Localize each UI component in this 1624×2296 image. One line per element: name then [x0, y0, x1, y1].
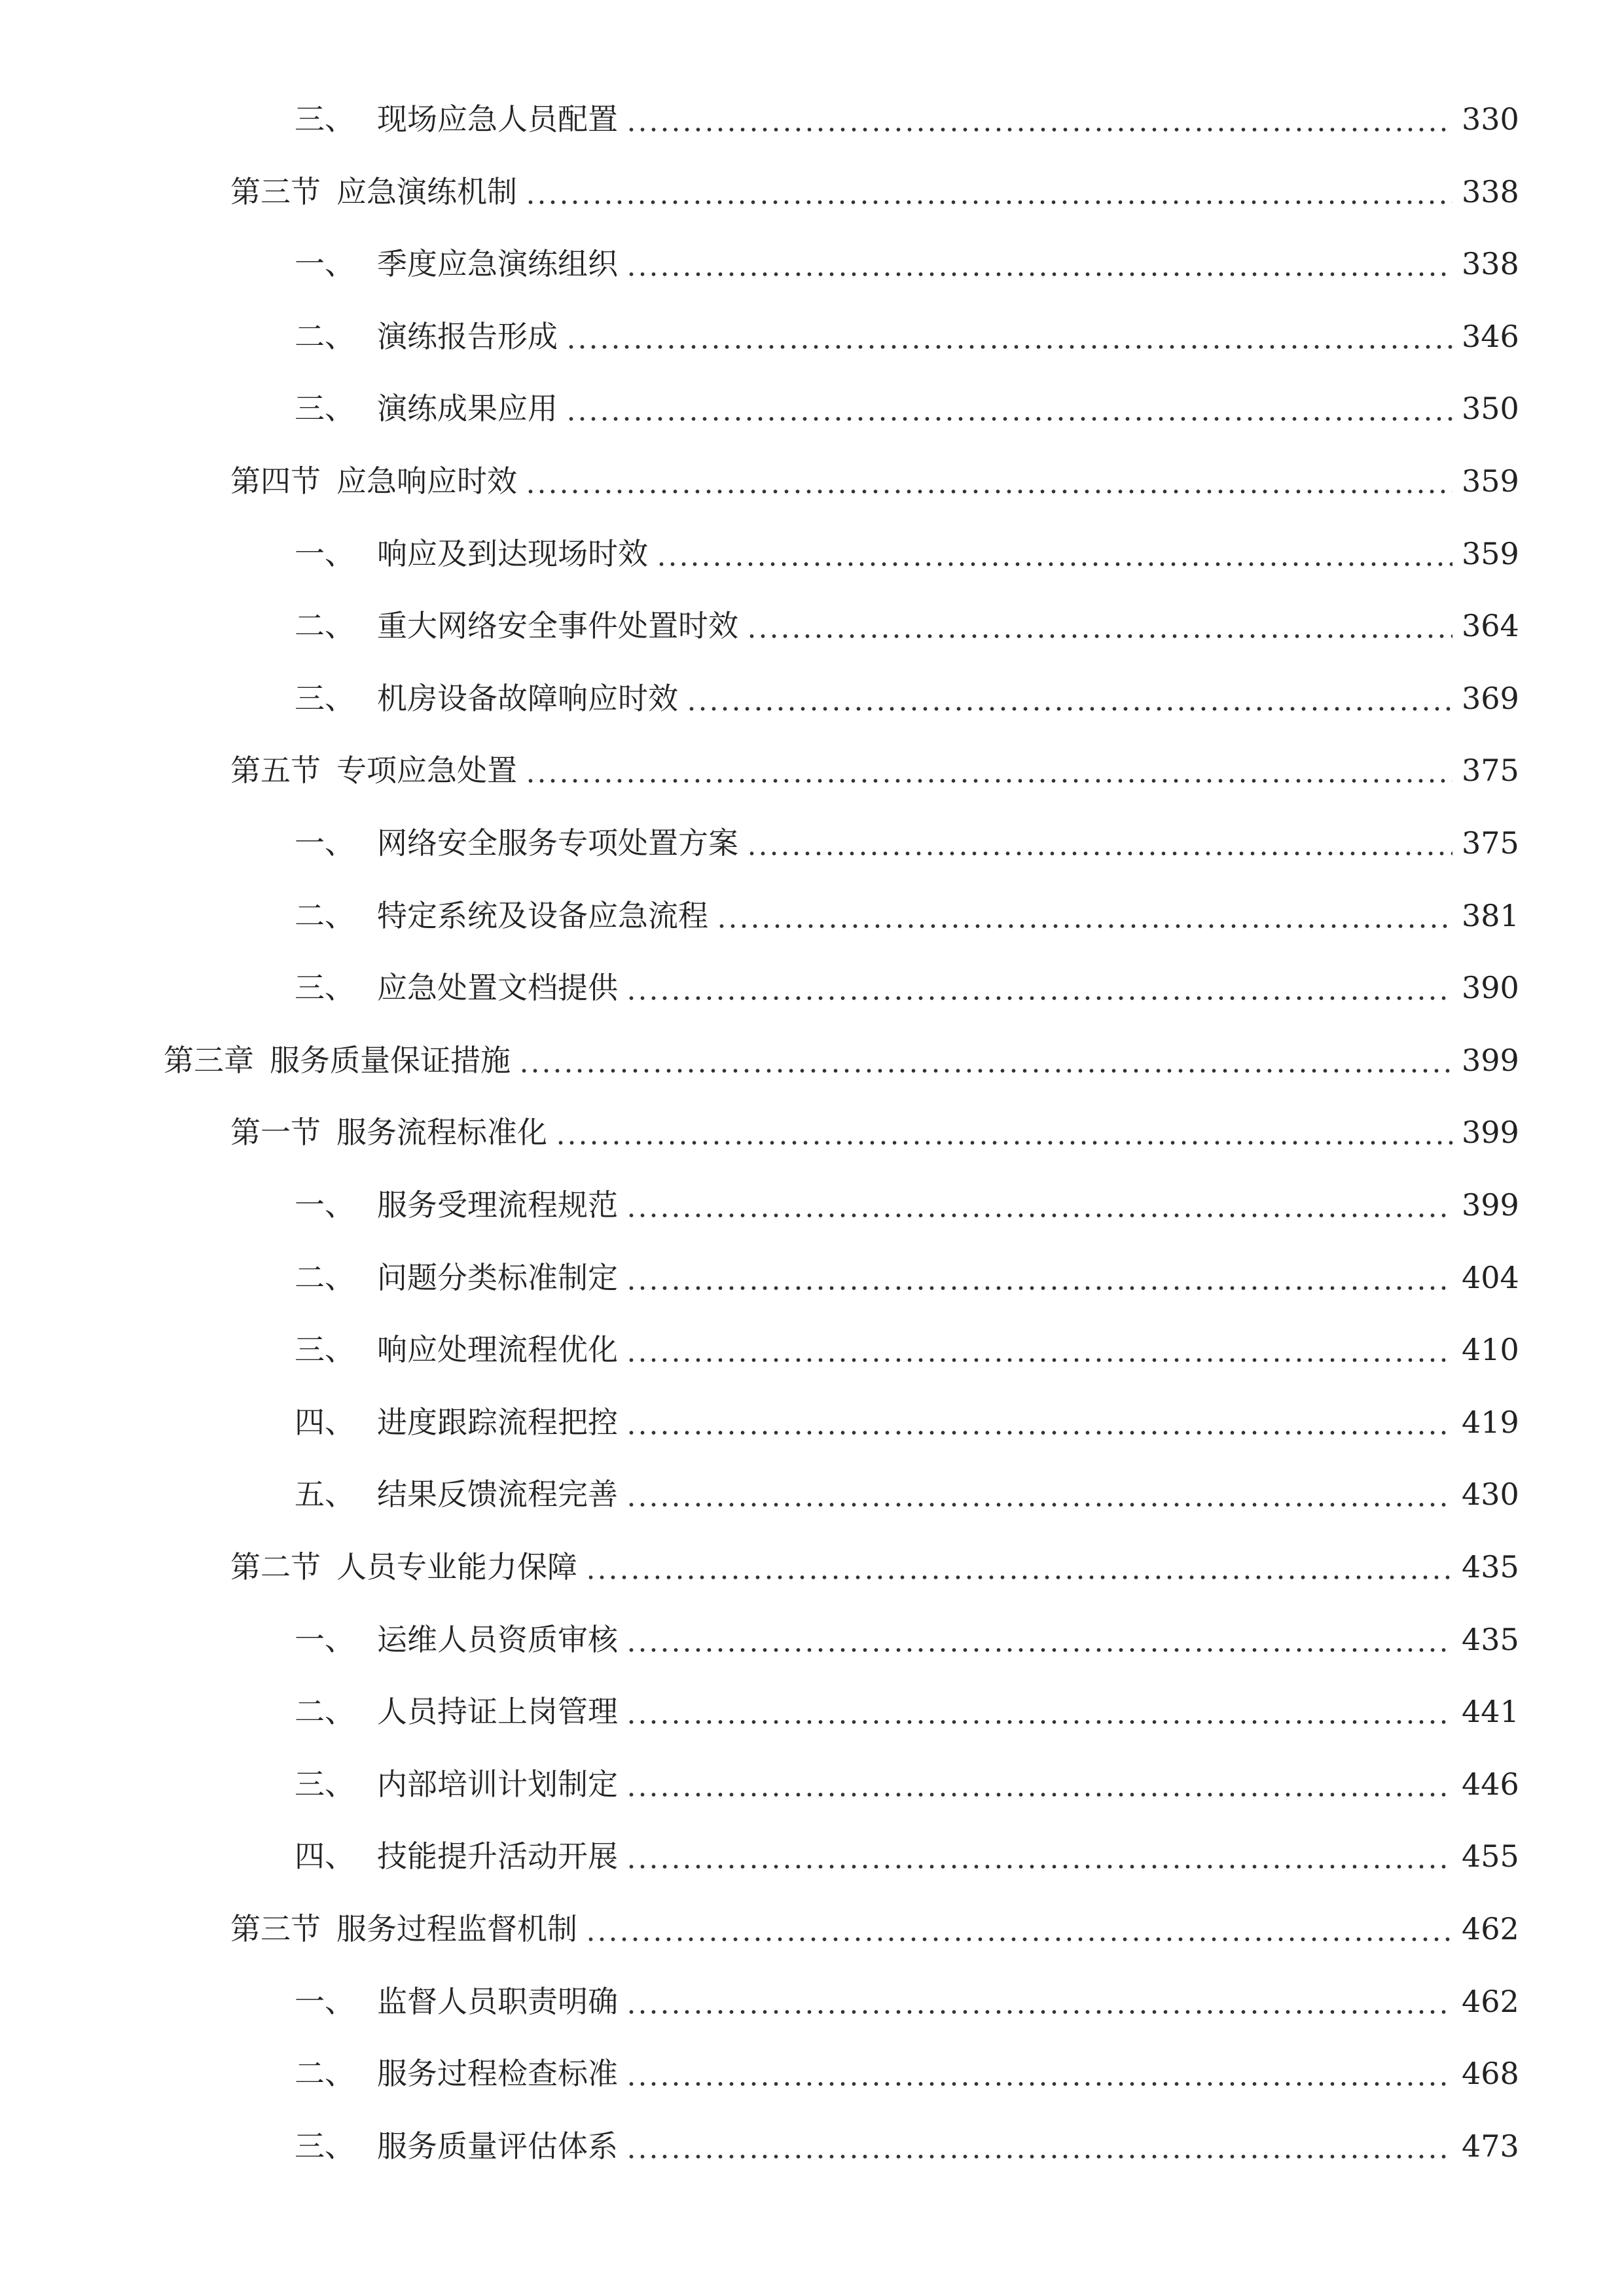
toc-entry-title: 服务质量评估体系 [377, 2128, 618, 2164]
dot-leader [518, 1034, 1453, 1086]
toc-entry-item[interactable] [0, 528, 1624, 580]
toc-entry-page-number: 462 [1462, 1911, 1519, 1946]
dot-leader [626, 1613, 1453, 1666]
toc-entry-page-number: 369 [1462, 680, 1519, 716]
toc-entry-number: 二、 [295, 2056, 355, 2092]
toc-entry-item[interactable] [0, 1613, 1624, 1666]
dot-leader [525, 744, 1453, 797]
toc-entry-page-number: 430 [1462, 1477, 1519, 1513]
toc-entry-title: 服务质量保证措施 [270, 1042, 511, 1078]
dot-leader [626, 961, 1453, 1014]
toc-entry-page-number: 381 [1462, 897, 1519, 933]
toc-entry-item[interactable] [0, 382, 1624, 435]
toc-entry-page-number: 462 [1462, 1983, 1519, 2019]
toc-entry-title: 服务受理流程规范 [377, 1187, 618, 1223]
toc-entry-title: 特定系统及设备应急流程 [377, 897, 708, 933]
toc-entry-title: 应急响应时效 [336, 463, 517, 499]
toc-entry-title: 内部培训计划制定 [377, 1766, 618, 1802]
toc-entry-item[interactable] [0, 1685, 1624, 1738]
toc-entry-page-number: 404 [1462, 1259, 1519, 1295]
toc-entry-section[interactable] [0, 1903, 1624, 1955]
toc-entry-title: 响应处理流程优化 [377, 1332, 618, 1368]
toc-entry-title: 应急处置文档提供 [377, 970, 618, 1006]
dot-leader [525, 166, 1453, 218]
toc-entry-number: 一、 [295, 825, 355, 861]
toc-entry-title: 人员持证上岗管理 [377, 1694, 618, 1730]
toc-entry-page-number: 435 [1462, 1621, 1519, 1657]
toc-entry-page-number: 399 [1462, 1115, 1519, 1151]
toc-entry-title: 服务过程监督机制 [336, 1911, 577, 1946]
toc-entry-page-number: 359 [1462, 463, 1519, 499]
dot-leader [626, 2047, 1453, 2100]
dot-leader [686, 672, 1453, 725]
toc-entry-number: 二、 [295, 608, 355, 644]
toc-entry-number: 一、 [295, 1187, 355, 1223]
dot-leader [656, 528, 1453, 580]
toc-entry-page-number: 399 [1462, 1187, 1519, 1223]
toc-entry-item[interactable] [0, 817, 1624, 869]
toc-entry-item[interactable] [0, 93, 1624, 145]
toc-entry-title: 运维人员资质审核 [377, 1621, 618, 1657]
toc-entry-number: 五、 [295, 1477, 355, 1513]
toc-entry-title: 服务过程检查标准 [377, 2056, 618, 2092]
toc-entry-page-number: 410 [1462, 1332, 1519, 1368]
toc-entry-page-number: 375 [1462, 753, 1519, 789]
toc-entry-item[interactable] [0, 672, 1624, 725]
dot-leader [626, 2120, 1453, 2172]
toc-entry-title: 重大网络安全事件处置时效 [377, 608, 738, 644]
toc-entry-title: 现场应急人员配置 [377, 101, 618, 137]
toc-entry-title: 机房设备故障响应时效 [377, 680, 678, 716]
toc-entry-number: 四、 [295, 1839, 355, 1874]
dot-leader [626, 93, 1453, 145]
toc-entry-number: 三、 [295, 2128, 355, 2164]
dot-leader [566, 310, 1453, 363]
toc-entry-number: 三、 [295, 970, 355, 1006]
toc-entry-item[interactable] [0, 1179, 1624, 1231]
toc-entry-number: 第三章 [164, 1042, 254, 1078]
toc-entry-page-number: 455 [1462, 1839, 1519, 1874]
dot-leader [626, 1323, 1453, 1376]
toc-entry-page-number: 468 [1462, 2056, 1519, 2092]
toc-entry-number: 二、 [295, 318, 355, 354]
dot-leader [626, 1251, 1453, 1304]
toc-entry-title: 结果反馈流程完善 [377, 1477, 618, 1513]
toc-entry-title: 专项应急处置 [336, 753, 517, 789]
toc-entry-item[interactable] [0, 310, 1624, 363]
toc-entry-item[interactable] [0, 2120, 1624, 2172]
dot-leader [626, 1830, 1453, 1882]
dot-leader [626, 1179, 1453, 1231]
toc-entry-number: 一、 [295, 1983, 355, 2019]
toc-entry-title: 季度应急演练组织 [377, 246, 618, 282]
toc-entry-number: 四、 [295, 1404, 355, 1440]
toc-entry-title: 问题分类标准制定 [377, 1259, 618, 1295]
toc-entry-item[interactable] [0, 2047, 1624, 2100]
toc-entry-number: 第一节 [230, 1115, 321, 1151]
toc-entry-page-number: 364 [1462, 608, 1519, 644]
toc-entry-section[interactable] [0, 166, 1624, 218]
toc-entry-section[interactable] [0, 455, 1624, 507]
toc-entry-page-number: 338 [1462, 246, 1519, 282]
toc-entry-number: 三、 [295, 680, 355, 716]
dot-leader [746, 817, 1453, 869]
toc-entry-number: 三、 [295, 391, 355, 427]
toc-entry-item[interactable] [0, 1323, 1624, 1376]
toc-entry-item[interactable] [0, 1251, 1624, 1304]
toc-entry-number: 第五节 [230, 753, 321, 789]
dot-leader [626, 1468, 1453, 1520]
toc-entry-section[interactable] [0, 1106, 1624, 1158]
toc-entry-page-number: 359 [1462, 535, 1519, 571]
toc-entry-title: 监督人员职责明确 [377, 1983, 618, 2019]
toc-entry-item[interactable] [0, 1468, 1624, 1520]
toc-entry-page-number: 350 [1462, 391, 1519, 427]
dot-leader [566, 382, 1453, 435]
toc-entry-item[interactable] [0, 889, 1624, 942]
dot-leader [585, 1541, 1453, 1593]
toc-entry-title: 应急演练机制 [336, 173, 517, 209]
toc-entry-item[interactable] [0, 961, 1624, 1014]
toc-entry-page-number: 375 [1462, 825, 1519, 861]
toc-entry-number: 一、 [295, 1621, 355, 1657]
toc-entry-title: 进度跟踪流程把控 [377, 1404, 618, 1440]
toc-entry-page-number: 419 [1462, 1404, 1519, 1440]
dot-leader [746, 600, 1453, 652]
dot-leader [585, 1903, 1453, 1955]
toc-entry-number: 三、 [295, 1332, 355, 1368]
toc-entry-number: 一、 [295, 246, 355, 282]
toc-entry-page-number: 346 [1462, 318, 1519, 354]
toc-entry-number: 一、 [295, 535, 355, 571]
toc-entry-number: 第二节 [230, 1549, 321, 1585]
toc-entry-number: 二、 [295, 897, 355, 933]
toc-entry-item[interactable] [0, 1396, 1624, 1448]
toc-entry-number: 第四节 [230, 463, 321, 499]
toc-entry-page-number: 399 [1462, 1042, 1519, 1078]
toc-entry-title: 人员专业能力保障 [336, 1549, 577, 1585]
toc-entry-page-number: 435 [1462, 1549, 1519, 1585]
toc-entry-number: 二、 [295, 1259, 355, 1295]
toc-entry-number: 三、 [295, 101, 355, 137]
toc-entry-section[interactable] [0, 1541, 1624, 1593]
dot-leader [626, 1685, 1453, 1738]
toc-entry-number: 二、 [295, 1694, 355, 1730]
toc-entry-number: 第三节 [230, 1911, 321, 1946]
dot-leader [626, 1396, 1453, 1448]
toc-entry-title: 网络安全服务专项处置方案 [377, 825, 738, 861]
dot-leader [626, 238, 1453, 290]
toc-entry-page-number: 473 [1462, 2128, 1519, 2164]
dot-leader [525, 455, 1453, 507]
toc-entry-chapter[interactable] [0, 1034, 1624, 1086]
dot-leader [626, 1975, 1453, 2028]
toc-entry-section[interactable] [0, 744, 1624, 797]
toc-entry-page-number: 446 [1462, 1766, 1519, 1802]
toc-entry-title: 服务流程标准化 [336, 1115, 547, 1151]
toc-entry-item[interactable] [0, 1975, 1624, 2028]
toc-entry-number: 三、 [295, 1766, 355, 1802]
toc-entry-page-number: 338 [1462, 173, 1519, 209]
toc-entry-title: 响应及到达现场时效 [377, 535, 648, 571]
toc-entry-number: 第三节 [230, 173, 321, 209]
toc-entry-item[interactable] [0, 238, 1624, 290]
toc-entry-page-number: 390 [1462, 970, 1519, 1006]
toc-entry-title: 技能提升活动开展 [377, 1839, 618, 1874]
dot-leader [626, 1758, 1453, 1810]
dot-leader [716, 889, 1453, 942]
toc-entry-page-number: 330 [1462, 101, 1519, 137]
toc-entry-title: 演练报告形成 [377, 318, 558, 354]
dot-leader [555, 1106, 1453, 1158]
toc-entry-item[interactable] [0, 1830, 1624, 1882]
toc-entry-page-number: 441 [1462, 1694, 1519, 1730]
toc-entry-item[interactable] [0, 600, 1624, 652]
toc-entry-item[interactable] [0, 1758, 1624, 1810]
toc-entry-title: 演练成果应用 [377, 391, 558, 427]
